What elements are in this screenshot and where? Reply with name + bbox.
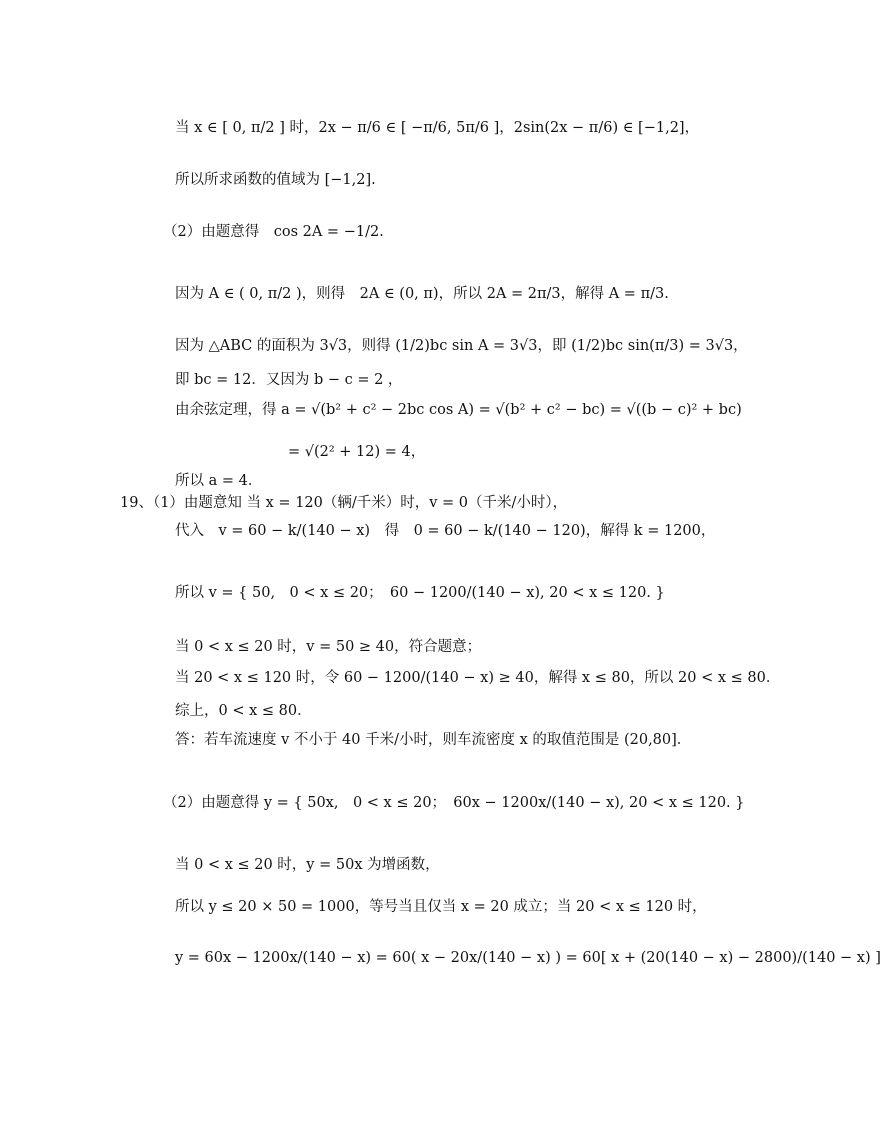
text-line: 因为 △ABC 的面积为 3√3，则得 (1/2)bc sin A = 3√3，即 (1/2)bc sin(π/3) = 3√3， bbox=[175, 338, 748, 354]
text-line: 由余弦定理，得 a = √(b² + c² − 2bc cos A) = √(b² + c² − bc) = √((b − c)² + bc) bbox=[175, 402, 742, 418]
text-line: 综上，0 < x ≤ 80． bbox=[175, 703, 312, 719]
text-line: = √(2² + 12) = 4， bbox=[288, 444, 426, 460]
text-line: （2）由题意得 cos 2A = −1/2. bbox=[163, 224, 384, 240]
text-line: 所以 v = { 50, 0 < x ≤ 20； 60 − 1200/(140 − x), 20 < x ≤ 120. } bbox=[175, 585, 665, 601]
text-line: 即 bc = 12．又因为 b − c = 2 ， bbox=[175, 372, 403, 388]
text-line: 19、（1）由题意知 当 x = 120（辆/千米）时，v = 0（千米/小时）， bbox=[120, 495, 568, 511]
text-line: 因为 A ∈ ( 0, π/2 )，则得 2A ∈ (0, π)，所以 2A = 2π/3，解得 A = π/3. bbox=[175, 286, 669, 302]
text-line: 所以 a = 4． bbox=[175, 473, 263, 489]
text-line: 所以 y ≤ 20 × 50 = 1000，等号当且仅当 x = 20 成立；当 20 < x ≤ 120 时， bbox=[175, 899, 707, 915]
text-line: 所以所求函数的值域为 [−1,2]. bbox=[175, 172, 376, 188]
text-line: 代入 v = 60 − k/(140 − x) 得 0 = 60 − k/(140 − 120)，解得 k = 1200， bbox=[175, 523, 716, 539]
text-line: 答：若车流速度 v 不小于 40 千米/小时，则车流密度 x 的取值范围是 (20,80]． bbox=[175, 732, 692, 748]
text-line: 当 0 < x ≤ 20 时，v = 50 ≥ 40，符合题意； bbox=[175, 639, 482, 655]
text-line: y = 60x − 1200x/(140 − x) = 60( x − 20x/(140 − x) ) = 60[ x + (20(140 − x) − 2800)/(140 − x) ] bbox=[175, 950, 881, 966]
text-line: 当 x ∈ [ 0, π/2 ] 时，2x − π/6 ∈ [ −π/6, 5π/6 ]，2sin(2x − π/6) ∈ [−1,2]， bbox=[175, 120, 700, 136]
text-line: （2）由题意得 y = { 50x, 0 < x ≤ 20； 60x − 1200x/(140 − x), 20 < x ≤ 120. } bbox=[163, 795, 745, 811]
text-line: 当 20 < x ≤ 120 时，令 60 − 1200/(140 − x) ≥ 40，解得 x ≤ 80，所以 20 < x ≤ 80． bbox=[175, 670, 781, 686]
text-line: 当 0 < x ≤ 20 时，y = 50x 为增函数， bbox=[175, 857, 440, 873]
